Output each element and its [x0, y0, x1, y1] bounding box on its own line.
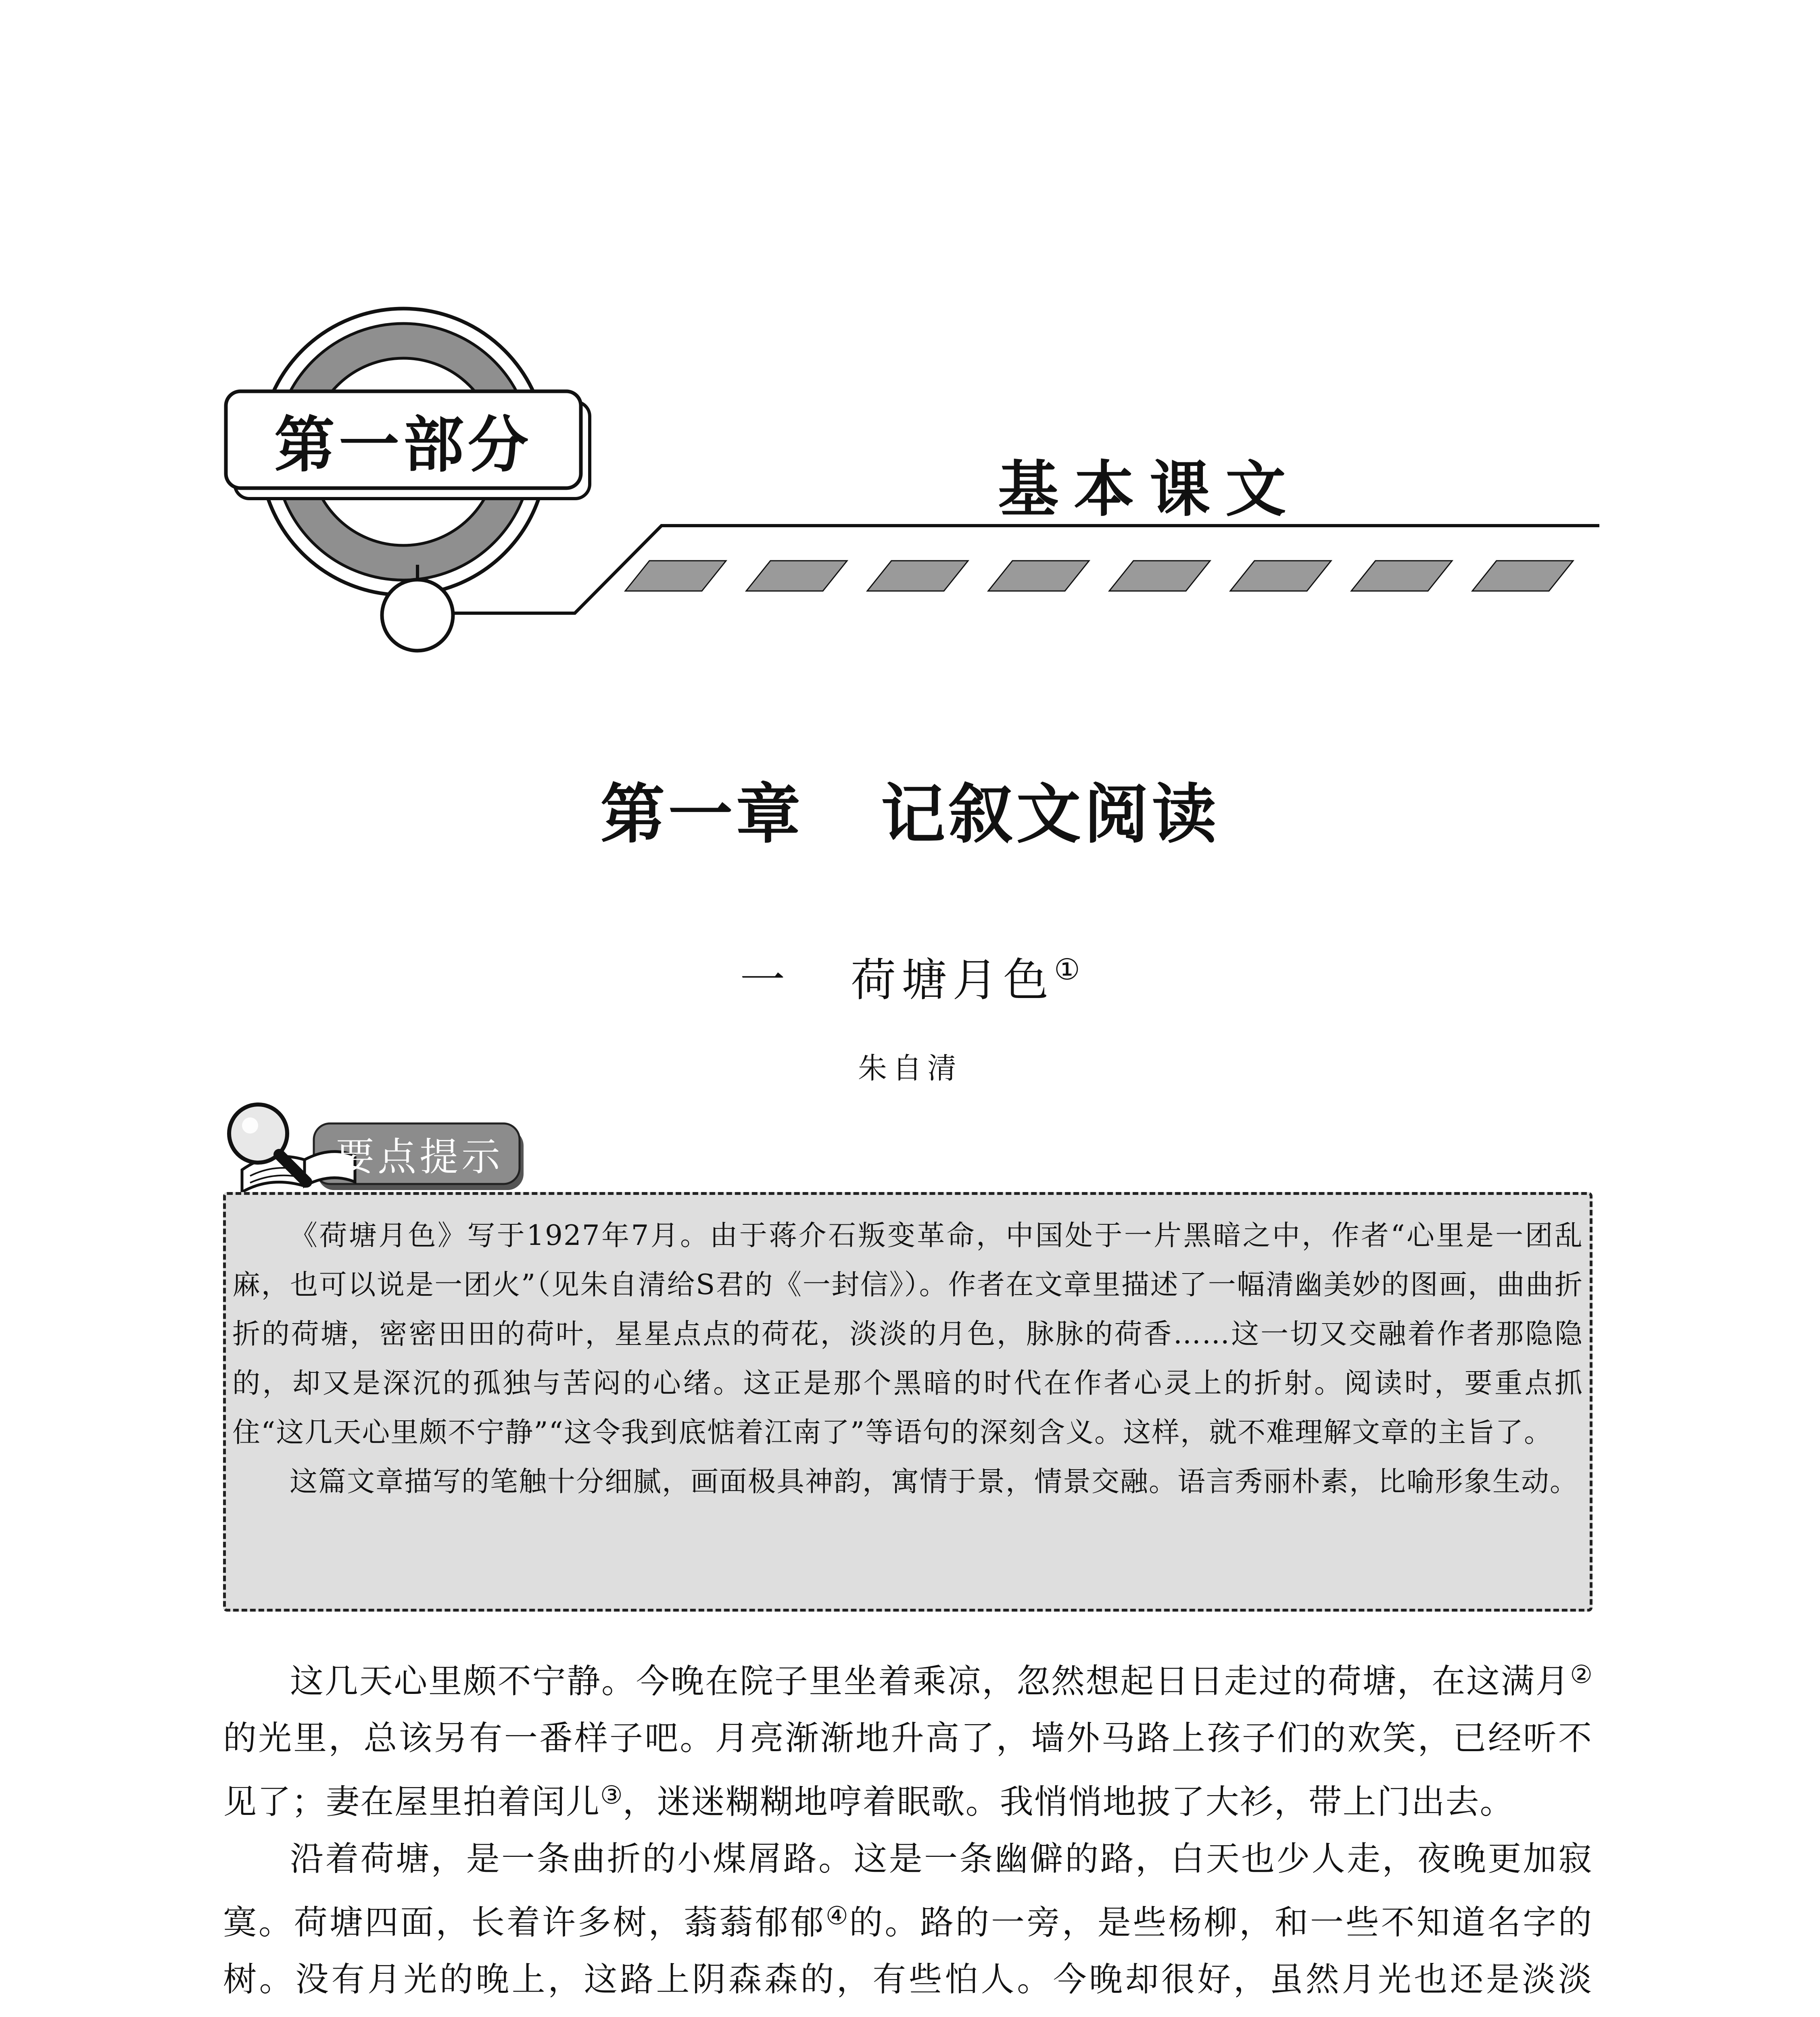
body-paragraph-2 — [223, 1830, 1592, 2017]
body-p2-text-a: 沿着荷塘，是一条曲折的小煤屑路。这是一条幽僻的路，白天也少人走，夜晚更加寂寞。荷塘四面，长着许多树，蓊蓊郁郁 — [223, 1839, 1592, 1942]
footnote-mark-2: ② — [1570, 1660, 1592, 1689]
body-p1-text-b: 的光里，总该另有一番样子吧。月亮渐渐地升高了，墙外马路上孩子们的欢笑，已经听不见了；妻在屋里拍着闰儿 — [223, 1718, 1592, 1821]
lesson-title-text: 一 荷塘月色 — [740, 954, 1054, 1006]
lesson-title — [0, 944, 1820, 1009]
part-header-graphic — [0, 0, 1820, 686]
footnote-mark-4: ④ — [825, 1901, 849, 1930]
key-points-box — [223, 1192, 1592, 1612]
footnote-mark-3: ③ — [600, 1780, 623, 1810]
body-paragraph-1 — [223, 1646, 1592, 1830]
part-title: 基本课文 — [998, 455, 1301, 525]
body-p1-text-c: ，迷迷糊糊地哼着眠歌。我悄悄地披了大衫，带上门出去。 — [622, 1782, 1514, 1821]
body-p1-text-a: 这几天心里颇不宁静。今晚在院子里坐着乘凉，忽然想起日日走过的荷塘，在这满月 — [290, 1662, 1570, 1701]
chapter-title: 第一章 记叙文阅读 — [600, 777, 1220, 852]
part-label: 第一部分 — [274, 410, 532, 480]
author-name: 朱自清 — [858, 1051, 962, 1085]
key-points-paragraph-1: 《荷塘月色》写于1927年7月。由于蒋介石叛变革命，中国处于一片黑暗之中，作者“心里是一团乱麻，也可以说是一团火”（见朱自清给S君的《一封信》）。作者在文章里描述了一幅清幽美妙的图画，曲曲折折的荷塘，密密田田的荷叶，星星点点的荷花，淡淡的月色，脉脉的荷香……这一切又交融着作者那隐隐的，却又是深沉的孤独与苦闷的心绪。这正是那个黑暗的时代在作者心灵上的折射。阅读时，要重点抓住“这几天心里颇不宁静”“这令我到底惦着江南了”等语句的深刻含义。这样，就不难理解文章的主旨了。 — [232, 1219, 1583, 1449]
lesson-title-footnote-mark: ① — [1054, 952, 1080, 986]
article-body — [223, 1646, 1592, 2017]
body-p2-text-b: 的。路的一旁，是些杨柳，和一些不知道名字的树。没有月光的晚上，这路上阴森森的，有些怕人。今晚却很好，虽然月光也还是淡淡 — [223, 1903, 1593, 1999]
stripe-band — [625, 561, 1573, 591]
key-points-label: 要点提示 — [336, 1134, 503, 1180]
key-points-paragraph-2: 这篇文章描写的笔触十分细腻，画面极具神韵，寓情于景，情景交融。语言秀丽朴素，比喻形象生动。 — [290, 1466, 1578, 1498]
small-circle — [382, 580, 453, 651]
